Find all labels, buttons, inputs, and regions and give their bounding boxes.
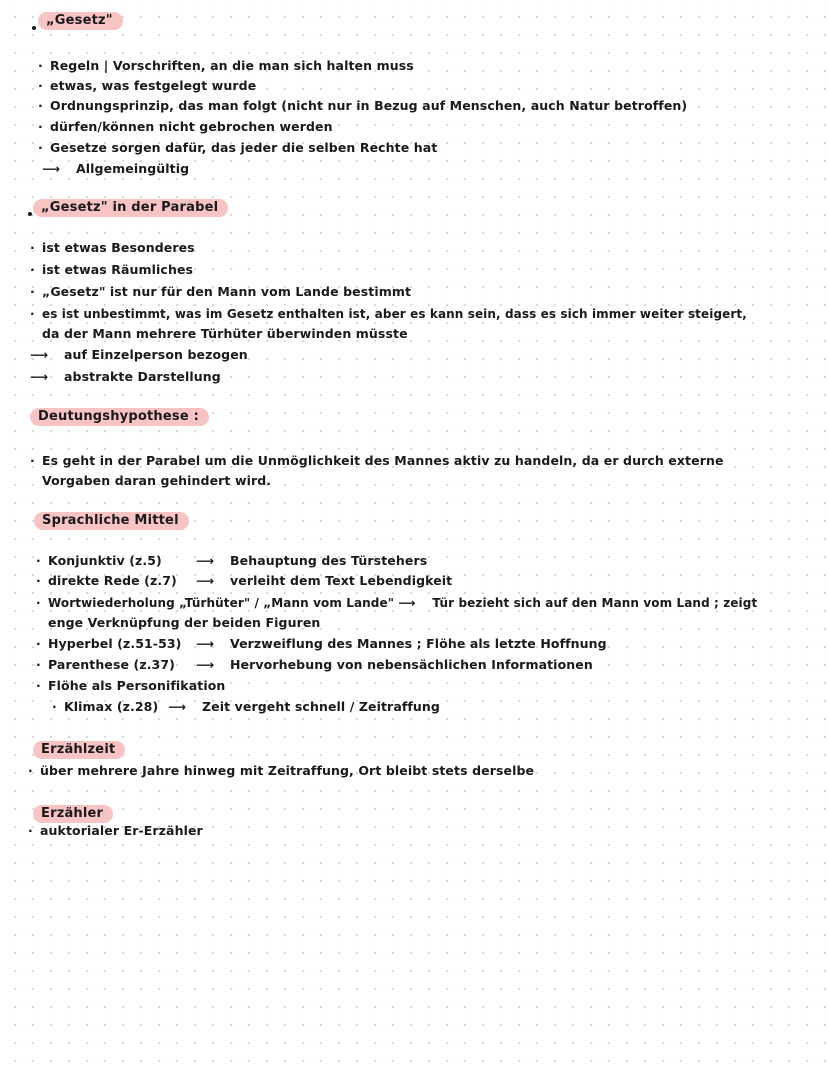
parabel-arrow-line-1 xyxy=(30,347,248,363)
arrow-icon: ⟶ xyxy=(42,161,61,176)
parabel-arrow-line-2 xyxy=(30,369,221,385)
line-text: dürfen/können nicht gebrochen werden xyxy=(50,119,333,134)
bullet-icon: · xyxy=(38,140,43,155)
mittel-item-4 xyxy=(36,636,607,652)
bullet-icon: · xyxy=(38,58,43,73)
arrow-icon: ⟶ xyxy=(196,657,215,672)
deutung-line-1 xyxy=(30,453,724,469)
parabel-line-4 xyxy=(30,306,747,322)
bullet-icon: · xyxy=(30,284,35,299)
gesetz-line-2 xyxy=(38,78,256,94)
line-text: es ist unbestimmt, was im Gesetz enthalten ist, aber es kann sein, dass es sich immer weiter steigert, xyxy=(42,307,747,321)
mittel-item-1 xyxy=(36,553,427,569)
bullet-icon: · xyxy=(30,240,35,255)
term-text: Flöhe als Personifikation xyxy=(48,678,226,693)
line-text: Es geht in der Parabel um die Unmöglichkeit des Mannes aktiv zu handeln, da er durch externe xyxy=(42,453,724,468)
line-text: Allgemeingültig xyxy=(76,161,190,176)
mittel-item-7 xyxy=(52,699,440,715)
bullet-icon: · xyxy=(36,596,41,610)
heading-dot xyxy=(28,212,32,216)
gesetz-line-1 xyxy=(38,58,414,74)
bullet-icon: · xyxy=(28,763,33,778)
mittel-item-3-cont xyxy=(48,615,320,631)
gesetz-line-4 xyxy=(38,119,333,135)
heading-deutung: Deutungshypothese : xyxy=(30,408,209,426)
term-text: Hyperbel (z.51-53) xyxy=(48,636,182,651)
gesetz-arrow-line-1 xyxy=(42,161,189,177)
heading-mittel: Sprachliche Mittel xyxy=(34,512,189,530)
effect-text: Zeit vergeht schnell / Zeitraffung xyxy=(202,699,440,714)
line-text: da der Mann mehrere Türhüter überwinden müsste xyxy=(42,326,408,341)
erzaehler-line-1 xyxy=(28,823,203,839)
parabel-line-5 xyxy=(42,326,408,342)
bullet-icon: · xyxy=(38,119,43,134)
parabel-line-2 xyxy=(30,262,193,278)
arrow-icon: ⟶ xyxy=(196,636,215,651)
heading-erzaehlzeit: Erzählzeit xyxy=(33,741,125,759)
heading-erzaehler: Erzähler xyxy=(33,805,113,823)
line-text: etwas, was festgelegt wurde xyxy=(50,78,257,93)
line-text: Gesetze sorgen dafür, das jeder die selben Rechte hat xyxy=(50,140,438,155)
line-text: Ordnungsprinzip, das man folgt (nicht nur in Bezug auf Menschen, auch Natur betroffen) xyxy=(50,98,688,113)
heading-dot xyxy=(32,26,36,30)
heading-parabel: „Gesetz" in der Parabel xyxy=(33,199,228,217)
term-text: Klimax (z.28) xyxy=(64,699,159,714)
gesetz-line-5 xyxy=(38,140,437,156)
effect-text: Hervorhebung von nebensächlichen Informationen xyxy=(230,657,593,672)
bullet-icon: · xyxy=(36,553,41,568)
parabel-line-3 xyxy=(30,284,411,300)
erzaehlzeit-line-1 xyxy=(28,763,534,779)
bullet-icon: · xyxy=(38,78,43,93)
mittel-item-3 xyxy=(36,595,757,611)
term-text: direkte Rede (z.7) xyxy=(48,573,177,588)
effect-text: Behauptung des Türstehers xyxy=(230,553,428,568)
bullet-icon: · xyxy=(28,823,33,838)
arrow-icon: ⟶ xyxy=(196,553,215,568)
parabel-line-1 xyxy=(30,240,195,256)
effect-text: Tür bezieht sich auf den Mann vom Land ; zeigt xyxy=(432,596,758,610)
arrow-icon: ⟶ xyxy=(30,347,49,362)
term-text: enge Verknüpfung der beiden Figuren xyxy=(48,615,321,630)
term-text: Konjunktiv (z.5) xyxy=(48,553,162,568)
bullet-icon: · xyxy=(38,98,43,113)
bullet-icon: · xyxy=(36,636,41,651)
line-text: ist etwas Räumliches xyxy=(42,262,194,277)
bullet-icon: · xyxy=(30,262,35,277)
bullet-icon: · xyxy=(36,678,41,693)
arrow-icon: ⟶ xyxy=(196,573,215,588)
mittel-item-6 xyxy=(36,678,225,694)
line-text: auf Einzelperson bezogen xyxy=(64,347,248,362)
bullet-icon: · xyxy=(36,657,41,672)
line-text: abstrakte Darstellung xyxy=(64,369,221,384)
deutung-line-2 xyxy=(42,473,271,489)
line-text: „Gesetz" ist nur für den Mann vom Lande bestimmt xyxy=(42,284,412,299)
mittel-item-5 xyxy=(36,657,593,673)
line-text: ist etwas Besonderes xyxy=(42,240,195,255)
effect-text: Verzweiflung des Mannes ; Flöhe als letzte Hoffnung xyxy=(230,636,607,651)
line-text: Regeln | Vorschriften, an die man sich halten muss xyxy=(50,58,414,73)
line-text: über mehrere Jahre hinweg mit Zeitraffung, Ort bleibt stets derselbe xyxy=(40,763,535,778)
arrow-icon: ⟶ xyxy=(30,369,49,384)
bullet-icon: · xyxy=(30,307,35,321)
bullet-icon: · xyxy=(36,573,41,588)
heading-gesetz: „Gesetz" xyxy=(38,12,123,30)
gesetz-line-3 xyxy=(38,98,687,114)
effect-text: verleiht dem Text Lebendigkeit xyxy=(230,573,453,588)
bullet-icon: · xyxy=(30,453,35,468)
line-text: Vorgaben daran gehindert wird. xyxy=(42,473,272,488)
line-text: auktorialer Er-Erzähler xyxy=(40,823,203,838)
bullet-icon: · xyxy=(52,699,57,714)
term-text: Wortwiederholung „Türhüter" / „Mann vom Lande" xyxy=(48,596,395,610)
arrow-icon: ⟶ xyxy=(398,596,416,610)
mittel-item-2 xyxy=(36,573,452,589)
arrow-icon: ⟶ xyxy=(168,699,187,714)
term-text: Parenthese (z.37) xyxy=(48,657,175,672)
